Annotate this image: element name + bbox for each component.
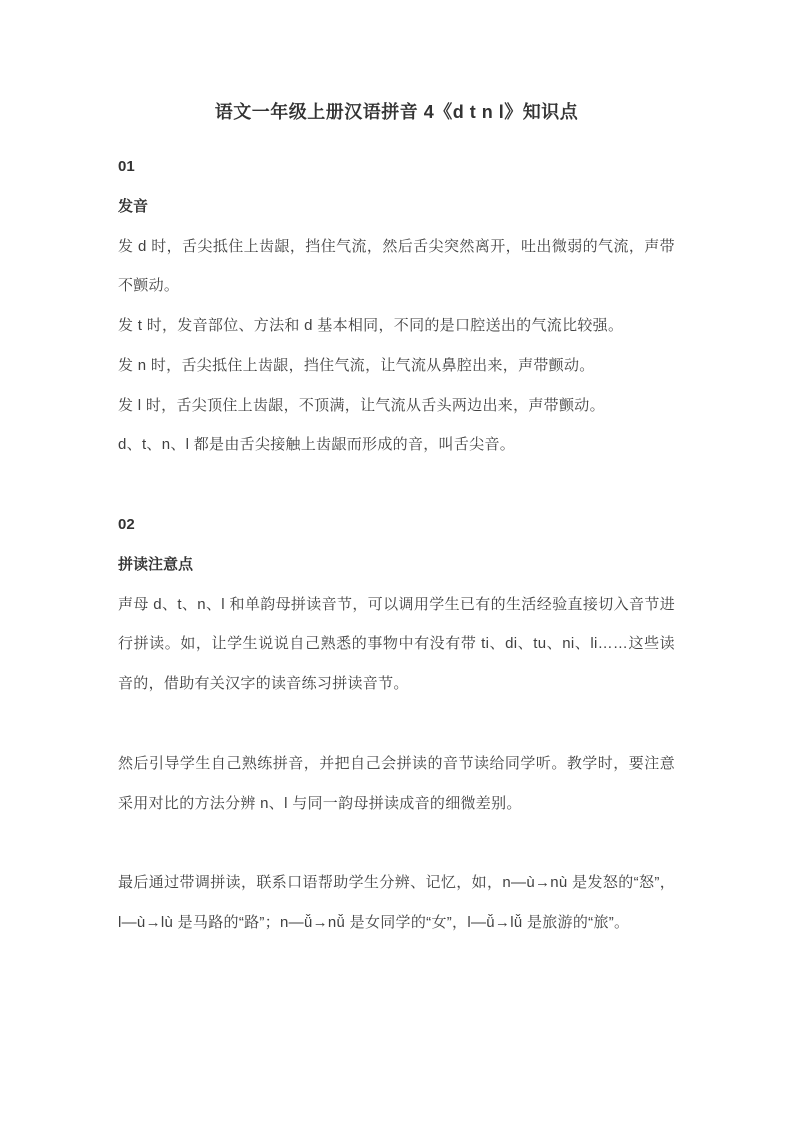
section-01-heading: 发音 (118, 197, 149, 215)
paragraph: 声母 d、t、n、l 和单韵母拼读音节，可以调用学生已有的生活经验直接切入音节进行拼读。如，让学生说说自己熟悉的事物中有没有带 ti、di、tu、ni、li……这些读音的，借助有关汉字的读音练习拼读音节。 (118, 595, 675, 693)
document-title: 语文一年级上册汉语拼音 4《d t n l》知识点 (214, 102, 579, 122)
section-02-heading: 拼读注意点 (118, 555, 194, 573)
paragraph: d、t、n、l 都是由舌尖接触上齿龈而形成的音，叫舌尖音。 (118, 436, 516, 454)
section-02 (118, 505, 675, 943)
paragraph: 发 n 时，舌尖抵住上齿龈，挡住气流，让气流从鼻腔出来，声带颤动。 (118, 356, 595, 374)
paragraph: 发 t 时，发音部位、方法和 d 基本相同，不同的是口腔送出的气流比较强。 (118, 317, 624, 335)
paragraph: 然后引导学生自己熟练拼音，并把自己会拼读的音节读给同学听。教学时，要注意采用对比的方法分辨 n、l 与同一韵母拼读成音的细微差别。 (118, 754, 675, 812)
section-01 (118, 147, 675, 465)
section-02-number: 02 (118, 516, 135, 534)
section-01-number: 01 (118, 158, 135, 176)
paragraph: 发 l 时，舌尖顶住上齿龈，不顶满，让气流从舌头两边出来，声带颤动。 (118, 396, 605, 414)
paragraph: 发 d 时，舌尖抵住上齿龈，挡住气流，然后舌尖突然离开，吐出微弱的气流，声带不颤动。 (118, 237, 675, 295)
paragraph: 最后通过带调拼读，联系口语帮助学生分辨、记忆，如，n—ù→nù 是发怒的“怒”，l—ù→lù 是马路的“路”；n—ǚ→nǚ 是女同学的“女”，l—ǚ→lǚ 是旅游的“旅”。 (118, 874, 675, 932)
